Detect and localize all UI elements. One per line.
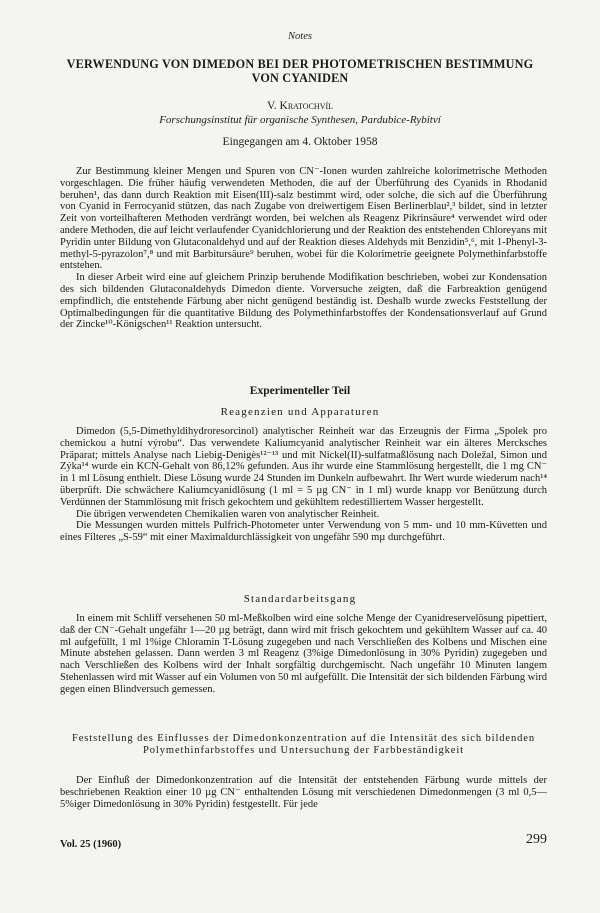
intro-paragraph-2: In dieser Arbeit wird eine auf gleichem Prinzip beruhende Modifikation beschrieben, wobei zur Kondensation des sich bildenden Glutaconaldehyds Dimedon diente. Vorversuche zeigten, daß die Farbreaktion genügend empfindlich, die entstehende Färbung aber nicht genügend beständig ist. Deshalb wurde zwecks Feststellung der Optimalbedingungen für die quantitative Bildung des Polymethinfarbstoffes der Kondensationsverlauf auf Grund der Zincke¹⁰-Königschen¹¹ Reaktion untersucht. bbox=[60, 272, 547, 331]
received-date: Eingegangen am 4. Oktober 1958 bbox=[222, 136, 378, 148]
standard-heading: Standardarbeitsgang bbox=[243, 593, 357, 605]
reagents-heading: Reagenzien und Apparaturen bbox=[220, 406, 380, 418]
reagents-paragraph-1: Dimedon (5,5-Dimethyldihydroresorcinol) analytischer Reinheit war das Erzeugnis der Firma „Spolek pro chemickou a hutní výrobu“. Das verwendete Kaliumcyanid analytischer Reinheit war ein älteres Mercksches Präparat; mittels Analyse nach Liebig-Denigès¹²⁻¹³ und mit Nickel(II)-sulfatmaßlösung nach Doležal, Simon und Zýka¹⁴ wurde ein KCN-Gehalt von 86,12% gefunden. Aus ihr wurde eine Stammlösung hergestellt, die 1 mg CN⁻ in 1 ml Lösung enthielt. Diese Lösung wurde 24 Stunden im Dunkeln aufbewahrt. Ihr Wert wurde wiederum nach¹⁴ überprüft. Die schwächere Kaliumcyanidlösung (1 ml = 5 µg CN⁻ in 1 ml) wurde knapp vor Benützung durch Verdünnen der Stammlösung mit frisch gekochtem und gekühltem redestilliertem Wasser hergestellt. bbox=[60, 426, 547, 508]
author: V. Kratochvíl bbox=[266, 100, 334, 112]
standard-section bbox=[60, 613, 547, 696]
influence-paragraph-1: Der Einfluß der Dimedonkonzentration auf die Intensität der entstehenden Färbung wurde mittels der beschriebenen Reaktion einer 10 µg CN⁻ enthaltenden Lösung mit verschiedenen Dimedonmengen (3 ml 0,5—5%iger Dimedonlösung in 30% Pyridin) festgestellt. Für jede bbox=[60, 775, 547, 810]
reagents-section bbox=[60, 426, 547, 544]
volume-info: Vol. 25 (1960) bbox=[60, 839, 122, 850]
influence-heading: Feststellung des Einflusses der Dimedonkonzentration auf die Intensität des sich bildenden Polymethinfarbstoffes und Untersuchung der Farbbeständigkeit bbox=[72, 733, 535, 756]
reagents-paragraph-3: Die Messungen wurden mittels Pulfrich-Photometer unter Verwendung von 5 mm- und 10 mm-Küvetten und eines Filteres „S-59“ mit einer Maximaldurchlässigkeit von ungefähr 590 mµ durchgeführt. bbox=[60, 520, 547, 544]
page-number: 299 bbox=[526, 832, 547, 847]
intro-section bbox=[60, 166, 547, 331]
standard-paragraph-1: In einem mit Schliff versehenen 50 ml-Meßkolben wird eine solche Menge der Cyanidreservelösung pipettiert, daß der CN⁻-Gehalt ungefähr 1—20 µg beträgt, dann wird mit frisch gekochtem und gekühltem Wasser auf ca. 40 ml aufgefüllt, 1 ml 1%ige Chloramin T-Lösung zugegeben und nach Verschließen des Kolbens und Mischen eine Minute abstehen gelassen. Dann werden 3 ml Reagenz (3%ige Dimedonlösung in 30% Pyridin) zugegeben und nach Verschließen des Kolbens wird der Inhalt sorgfältig durchgemischt. Nach ungefähr 10 Minuten langem Stehenlassen wird mit Wasser auf ein Volumen von 50 ml aufgefüllt. Die Intensität der sich bildenden Färbung wird gegen einen Blindversuch gemessen. bbox=[60, 613, 547, 695]
running-header: Notes bbox=[288, 31, 312, 42]
section-heading: Experimenteller Teil bbox=[249, 385, 351, 397]
article-title: VERWENDUNG VON DIMEDON BEI DER PHOTOMETRISCHEN BESTIMMUNG VON CYANIDEN bbox=[66, 57, 534, 85]
influence-section bbox=[60, 775, 547, 810]
intro-paragraph-1: Zur Bestimmung kleiner Mengen und Spuren von CN⁻-Ionen wurden zahlreiche kolorimetrische Methoden vorgeschlagen. Die früher häufig verwendeten Methoden, die auf der Überführung des Cyanids in Rhodanid beruhen¹, das dann durch Reaktion mit Eisen(III)-salz bestimmt wird, oder solche, die sich auf die Überführung von Cyanid in Ferrocyanid stützen, das nach Zugabe von dreiwertigem Eisen Berlinerblau²,³ bildet, sind in letzter Zeit von vorteilhafteren Methoden verdrängt worden, bei welchen als Reagenz Pikrinsäure⁴ verwendet wird oder andere Methoden, die auf leicht verlaufender Cyanidchlorierung und der Reaktion des entstehenden Chloreyans mit Pyridin unter Bildung von Glutaconaldehyd und auf der Reaktion dieses Aldehyds mit Benzidin⁵,⁶, mit 1-Phenyl-3-methyl-5-pyrazolon⁷,⁸ und mit Barbitursäure⁹ beruhen, wobei für die Kolorimetrie geeignete Polymethinfarbstoffe entstehen. bbox=[60, 166, 547, 272]
reagents-paragraph-2: Die übrigen verwendeten Chemikalien waren von analytischer Reinheit. bbox=[76, 508, 380, 520]
affiliation: Forschungsinstitut für organische Synthesen, Pardubice-Rybitví bbox=[159, 114, 441, 126]
